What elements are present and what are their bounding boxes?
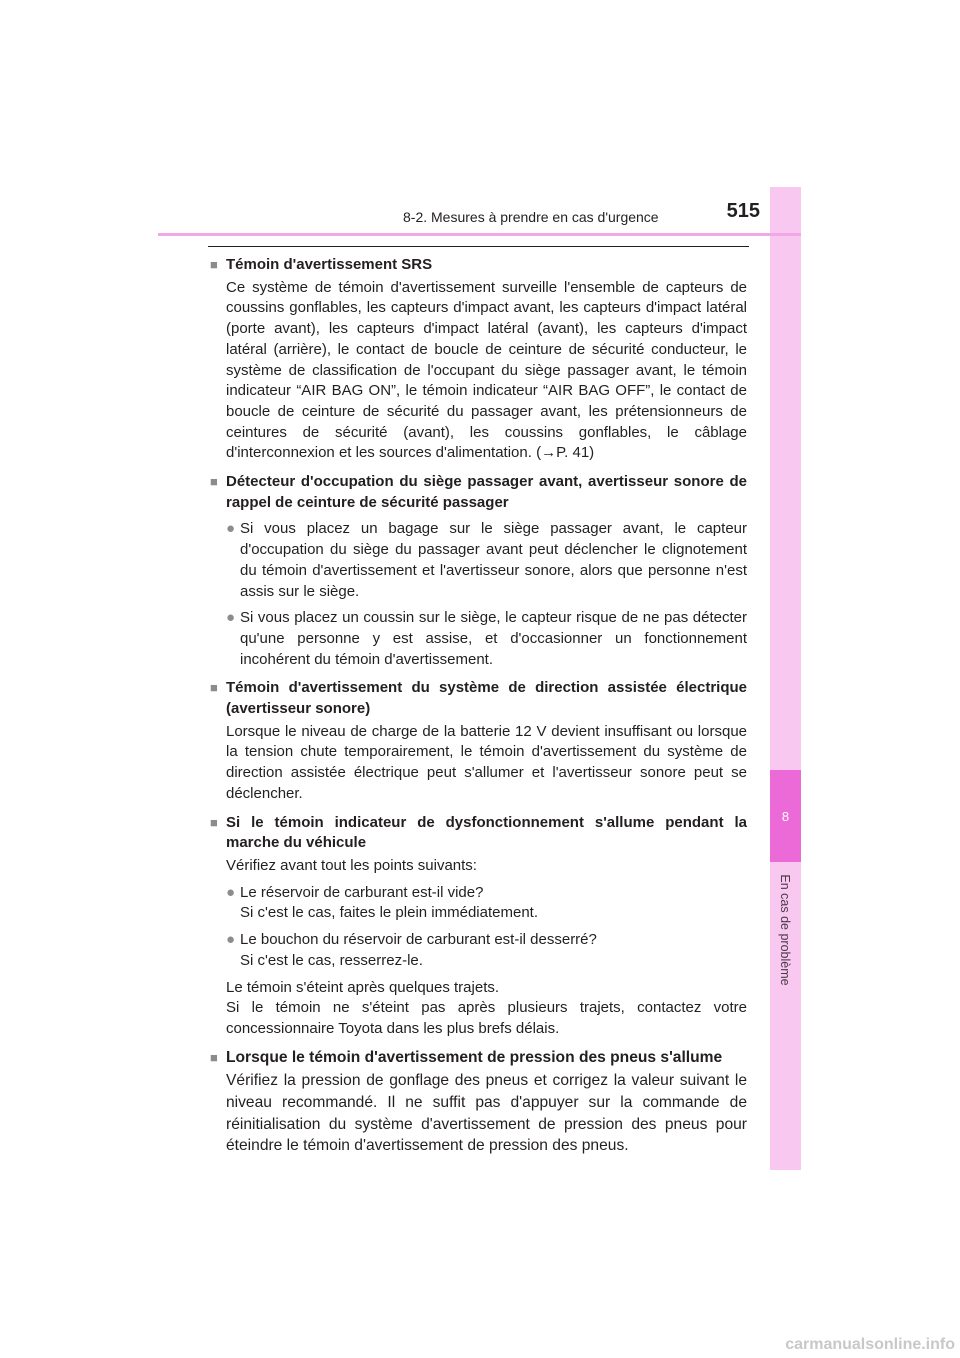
page-number: 515: [726, 200, 760, 222]
section-paragraph: Ce système de témoin d'avertissement surveille l'ensemble de capteurs de coussins gonflables, les capteurs d'impact avant, les capteurs d'impact latéral (porte avant), les capteurs d'impact latéral (avant), les capteurs d'impact latéral (arrière), le contact de boucle de ceinture de sécurité conducteur, le système de classification de l'occupant du siège passager avant, le témoin indicateur “AIR BAG ON”, le témoin indicateur “AIR BAG OFF”, le contact de boucle de ceinture de sécurité du passager avant, les prétensionneurs de ceintures de sécurité (avant), les coussins gonflables, le câblage d'interconnexion et les sources d'alimentation. (→P. 41): [226, 278, 747, 462]
header-rule: [158, 233, 801, 236]
section-paragraph: Vérifiez avant tout les points suivants:: [226, 856, 477, 874]
section-heading: ■ Témoin d'avertissement du système de direction assistée électrique (avertisseur sonore): [210, 678, 747, 719]
bullet-icon: ●: [226, 609, 236, 627]
section-paragraph: Lorsque le niveau de charge de la batterie 12 V devient insuffisant ou lorsque la tension chute temporairement, le témoin d'avertissement du système de direction assistée électrique peut s'allumer et l'avertisseur sonore peut se déclencher.: [226, 722, 747, 802]
list-item: ● Si vous placez un bagage sur le siège passager avant, le capteur d'occupation du siège du passager avant peut déclencher le clignotement du témoin d'avertissement et l'avertisseur sonore, alors que personne n'est assis sur le siège.: [226, 519, 747, 602]
page-content: [210, 255, 747, 1157]
chapter-number-tab[interactable]: [770, 770, 801, 862]
section-heading: ■ Témoin d'avertissement SRS: [210, 255, 747, 276]
section-heading: ■ Lorsque le témoin d'avertissement de pression des pneus s'allume: [210, 1048, 747, 1069]
chapter-side-tab: [770, 187, 801, 1170]
bullet-icon: ●: [226, 931, 236, 949]
section-heading: ■ Détecteur d'occupation du siège passager avant, avertisseur sonore de rappel de ceinture de sécurité passager: [210, 472, 747, 513]
chapter-number: 8: [781, 808, 790, 824]
list-item: ● Le bouchon du réservoir de carburant est-il desserré? Si c'est le cas, resserrez-le.: [226, 930, 747, 971]
heading-marker-icon: ■: [210, 257, 218, 272]
bullet-icon: ●: [226, 883, 236, 901]
section-heading: ■ Si le témoin indicateur de dysfonctionnement s'allume pendant la marche du véhicule: [210, 813, 747, 854]
section-header: 8-2. Mesures à prendre en cas d'urgence: [403, 209, 659, 225]
heading-marker-icon: ■: [210, 1049, 218, 1065]
list-item: ● Le réservoir de carburant est-il vide? Si c'est le cas, faites le plein immédiatement.: [226, 883, 747, 924]
watermark: carmanualsonline.info: [785, 1336, 955, 1353]
list-item: ● Si vous placez un coussin sur le siège, le capteur risque de ne pas détecter qu'une personne y est assise, et d'occasionner un fonctionnement incohérent du témoin d'avertissement.: [226, 608, 747, 670]
heading-marker-icon: ■: [210, 474, 218, 490]
chapter-label: En cas de problème: [778, 874, 792, 986]
bullet-icon: ●: [226, 520, 236, 538]
heading-marker-icon: ■: [210, 680, 218, 696]
heading-marker-icon: ■: [210, 814, 218, 830]
content-rule: [208, 246, 749, 247]
section-paragraph: Le témoin s'éteint après quelques trajets. Si le témoin ne s'éteint pas après plusieurs trajets, contactez votre concessionnaire Toyota dans les plus brefs délais.: [226, 978, 747, 1037]
section-paragraph: Vérifiez la pression de gonflage des pneus et corrigez la valeur suivant le niveau recommandé. Il ne suffit pas d'appuyer sur la commande de réinitialisation du système d'avertissement de pression des pneus pour éteindre le témoin d'avertissement de pression des pneus.: [226, 1072, 747, 1155]
